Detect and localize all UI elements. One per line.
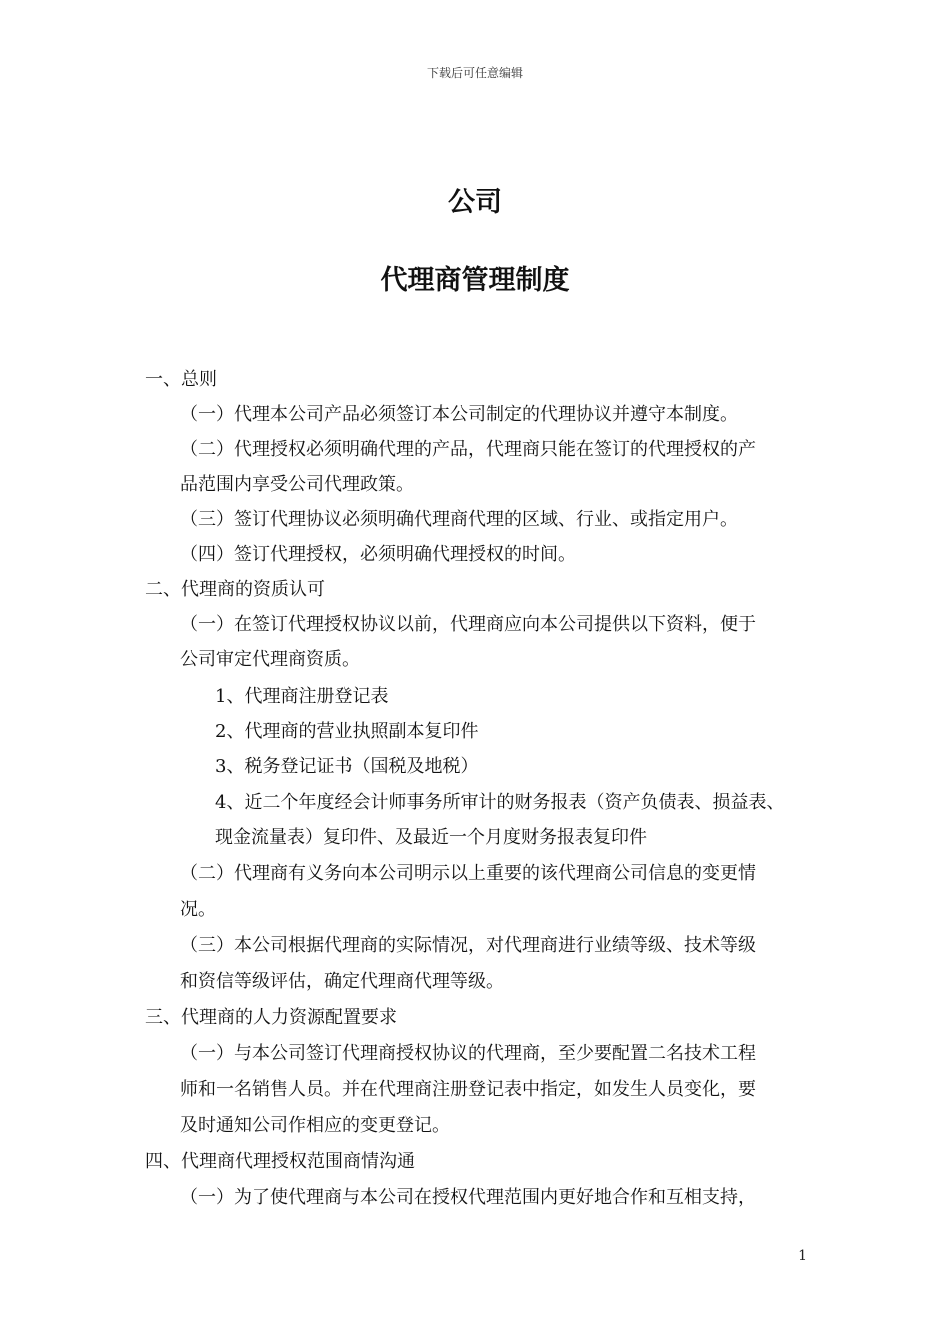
document-title-company: 公司 — [448, 187, 502, 218]
body-paragraph: （一）为了使代理商与本公司在授权代理范围内更好地合作和互相支持， — [180, 1187, 756, 1208]
body-paragraph: （二）代理授权必须明确代理的产品，代理商只能在签订的代理授权的产 — [180, 439, 756, 460]
body-paragraph: （一）与本公司签订代理商授权协议的代理商，至少要配置二名技术工程 — [180, 1043, 756, 1064]
body-paragraph: 公司审定代理商资质。 — [180, 649, 360, 670]
body-paragraph: 和资信等级评估，确定代理商代理等级。 — [180, 971, 504, 992]
section-heading-general: 一、总则 — [145, 369, 217, 390]
section-heading-scope: 四、代理商代理授权范围商情沟通 — [145, 1151, 415, 1172]
body-paragraph: 况。 — [180, 899, 216, 920]
list-item: 2、代理商的营业执照副本复印件 — [215, 721, 479, 742]
body-paragraph: 品范围内享受公司代理政策。 — [180, 474, 414, 495]
body-paragraph: （一）代理本公司产品必须签订本公司制定的代理协议并遵守本制度。 — [180, 404, 738, 425]
body-paragraph: 师和一名销售人员。并在代理商注册登记表中指定，如发生人员变化，要 — [180, 1079, 756, 1100]
body-paragraph: 及时通知公司作相应的变更登记。 — [180, 1115, 450, 1136]
section-heading-qualification: 二、代理商的资质认可 — [145, 579, 325, 600]
list-item: 现金流量表）复印件、及最近一个月度财务报表复印件 — [215, 827, 647, 848]
page-header-note: 下载后可任意编辑 — [426, 66, 523, 80]
body-paragraph: （三）本公司根据代理商的实际情况，对代理商进行业绩等级、技术等级 — [180, 935, 756, 956]
page-number: 1 — [798, 1248, 807, 1264]
body-paragraph: （二）代理商有义务向本公司明示以上重要的该代理商公司信息的变更情 — [180, 863, 756, 884]
body-paragraph: （三）签订代理协议必须明确代理商代理的区域、行业、或指定用户。 — [180, 509, 738, 530]
body-paragraph: （一）在签订代理授权协议以前，代理商应向本公司提供以下资料，便于 — [180, 614, 756, 635]
section-heading-hr: 三、代理商的人力资源配置要求 — [145, 1007, 397, 1028]
list-item: 3、税务登记证书（国税及地税） — [215, 756, 479, 777]
list-item: 1、代理商注册登记表 — [215, 686, 389, 707]
document-title-main: 代理商管理制度 — [380, 265, 570, 296]
body-paragraph: （四）签订代理授权，必须明确代理授权的时间。 — [180, 544, 576, 565]
list-item: 4、近二个年度经会计师事务所审计的财务报表（资产负债表、损益表、 — [215, 792, 785, 813]
